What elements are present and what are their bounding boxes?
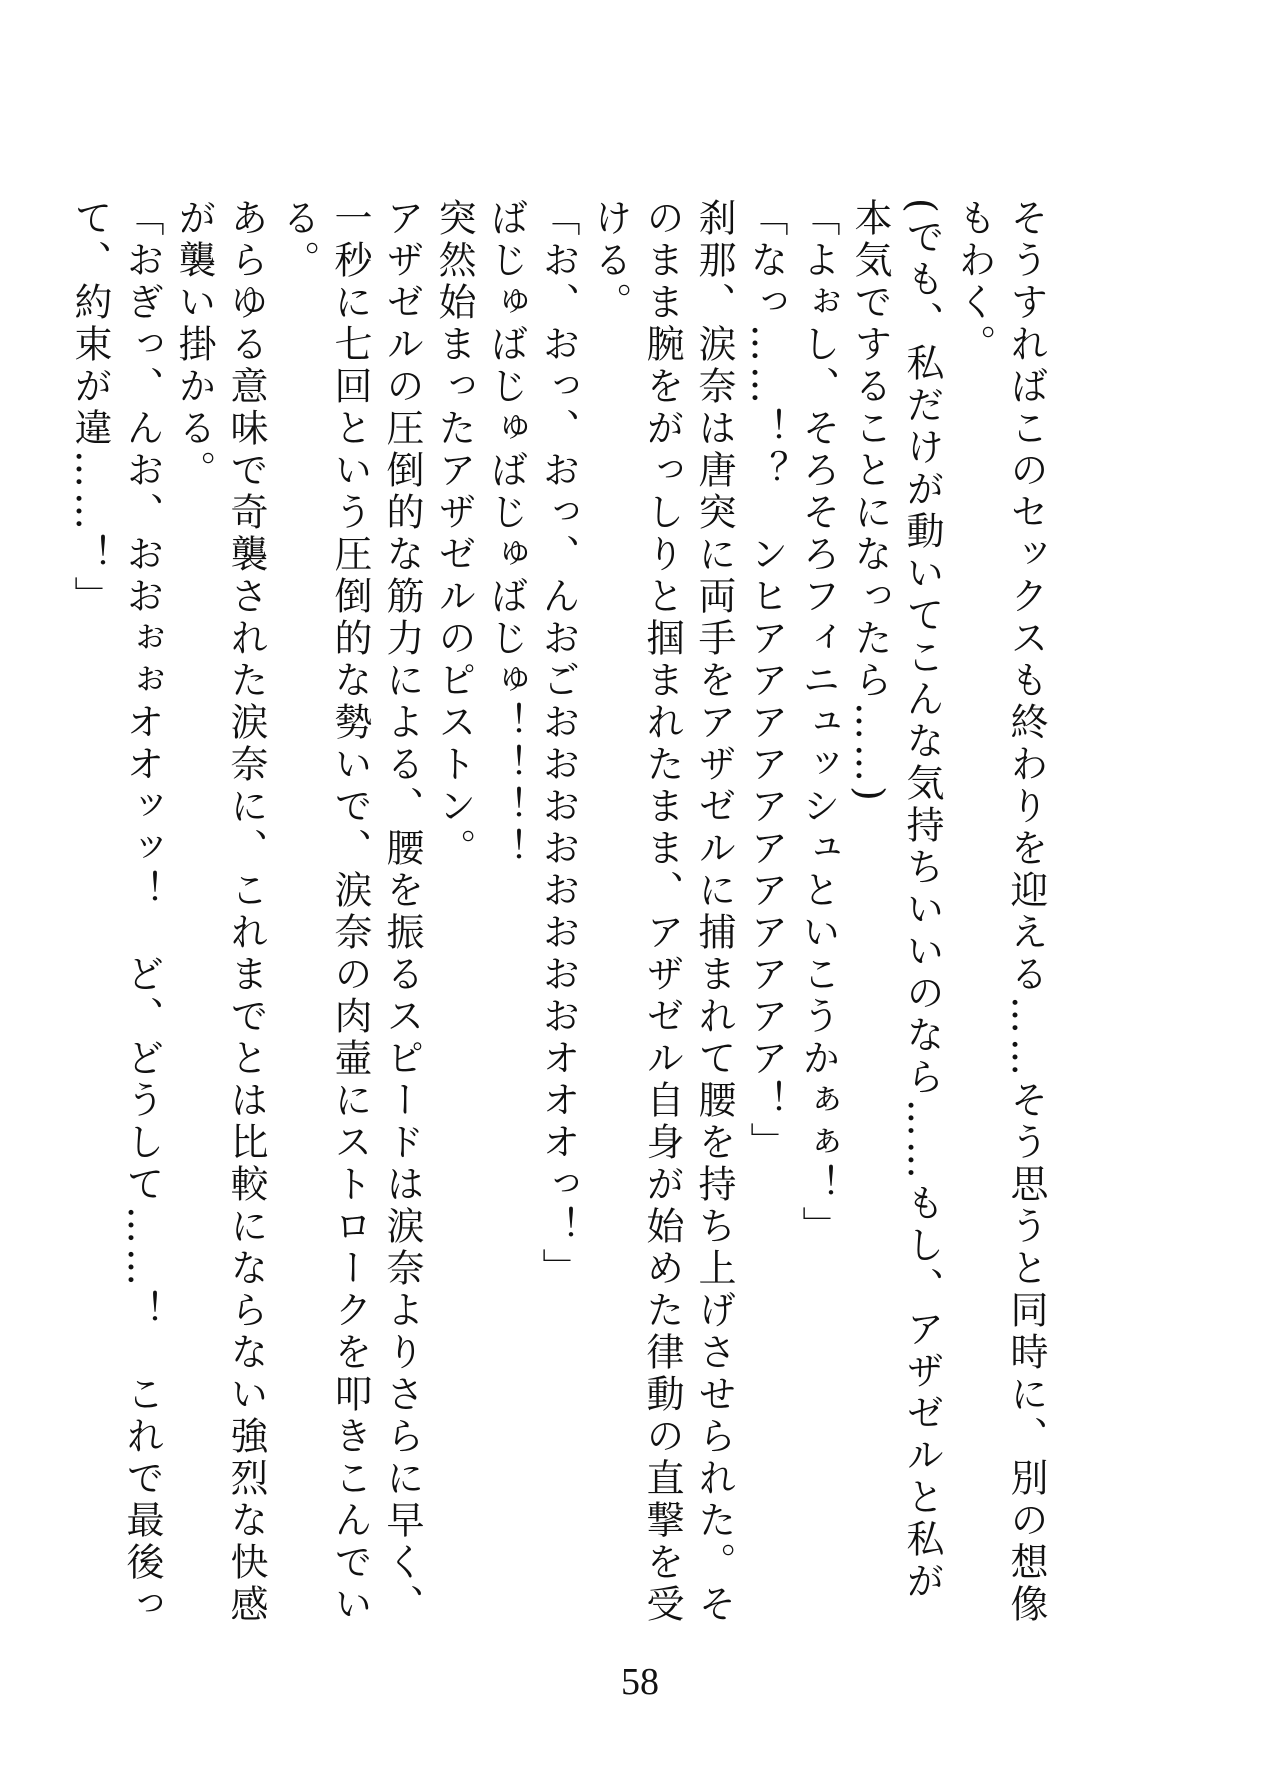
paragraph: (でも、私だけが動いてこんな気持ちいいのなら……もし、アザゼルと私が本気ですることになったら……) xyxy=(848,198,944,1603)
paragraph: 「なっ……！？ ンヒアアアアアアアアアアア！」 xyxy=(744,198,788,1164)
vertical-body-text xyxy=(64,198,1052,1638)
page-number: 58 xyxy=(621,1661,659,1703)
paragraph: 「お、おっ、おっ、んおごおおおおおおおおオオオっ！」 xyxy=(536,198,580,1290)
paragraph: 刹那、涙奈は唐突に両手をアザゼルに捕まれて腰を持ち上げさせられた。そのまま腕をがっしりと掴まれたまま、アザゼル自身が始めた律動の直撃を受ける。 xyxy=(588,198,736,1626)
paragraph: アザゼルの圧倒的な筋力による、腰を振るスピードは涙奈よりさらに早く、一秒に七回という圧倒的な勢いで、涙奈の肉壷にストロークを叩きこんでいる。 xyxy=(276,198,424,1626)
paragraph: 「おぎっ、んお、おおぉぉオオッッ！ ど、どうして……！ これで最後って、約束が違……！」 xyxy=(68,198,164,1626)
paragraph: 突然始まったアザゼルのピストン。 xyxy=(432,198,476,870)
paragraph: 「よぉし、そろそろフィニュッシュといこうかぁぁ！」 xyxy=(796,198,840,1248)
paragraph: あらゆる意味で奇襲された涙奈に、これまでとは比較にならない強烈な快感が襲い掛かる。 xyxy=(172,198,268,1626)
paragraph: そうすればこのセックスも終わりを迎える……そう思うと同時に、別の想像もわく。 xyxy=(952,198,1048,1626)
paragraph: ばじゅばじゅばじゅばじゅ！！！！ xyxy=(484,198,528,870)
